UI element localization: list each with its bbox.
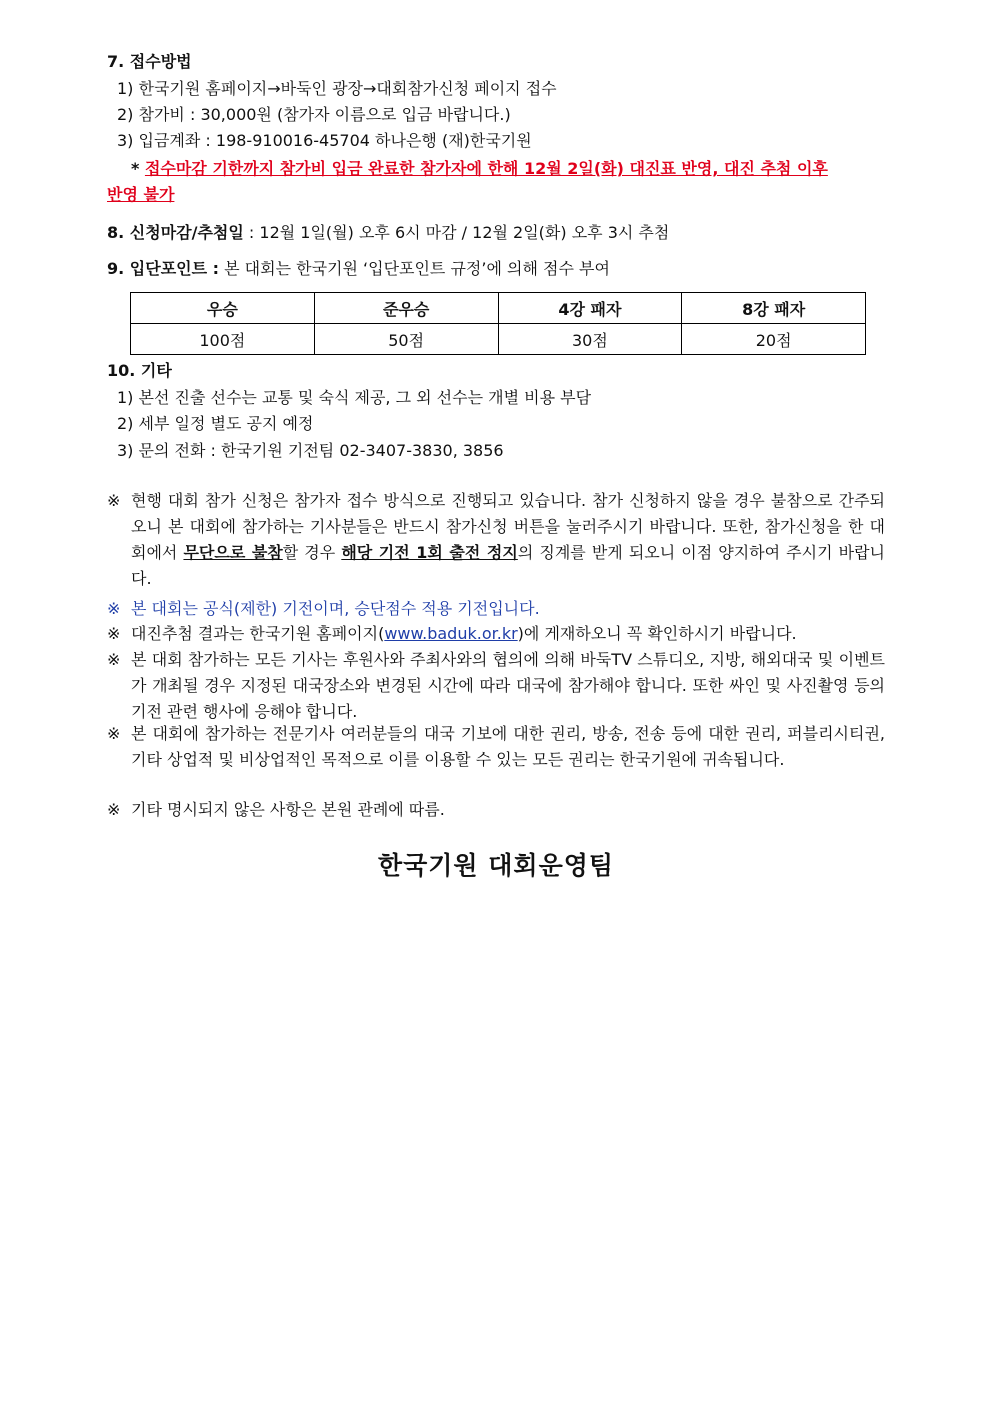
note-text: 할 경우: [282, 543, 342, 562]
note-text: 의 징계를 받게 되오니 이점 양지하여 주시기 바랍니다.: [131, 543, 885, 588]
section-7-item-3: 3) 입금계좌 : 198-910016-45704 하나은행 (재)한국기원: [117, 131, 532, 150]
points-table: [130, 292, 866, 355]
section-7-warning: [0, 158, 992, 180]
note-mark: ※: [107, 491, 121, 510]
value-cell-semifinal-loser: 30점: [498, 324, 682, 355]
header-cell-quarterfinal-loser: 8강 패자: [682, 293, 866, 324]
value-cell-quarterfinal-loser: 20점: [682, 324, 866, 355]
note-draw-results: [107, 621, 885, 647]
note-other-body: 기타 명시되지 않은 사항은 본원 관례에 따름.: [131, 800, 445, 819]
note-mark: ※: [107, 650, 121, 669]
section-10-item-1: 1) 본선 진출 선수는 교통 및 숙식 제공, 그 외 선수는 개별 비용 부담: [117, 388, 592, 407]
section-8-title: 8. 신청마감/추첨일: [107, 223, 244, 242]
note-rights: [107, 721, 885, 773]
note-venue-schedule: [107, 647, 885, 725]
section-9-title: 9. 입단포인트 :: [107, 259, 220, 278]
points-table-value-row: [131, 324, 866, 355]
note-text: )에 게재하오니 꼭 확인하시기 바랍니다.: [517, 624, 797, 643]
note-text: 대진추첨 결과는 한국기원 홈페이지(: [131, 624, 385, 643]
header-cell-winner: 우승: [131, 293, 315, 324]
note-emphasis-suspension: 해당 기전 1회 출전 정지: [341, 543, 518, 562]
warning-star: *: [131, 159, 145, 178]
note-registration-body: [107, 488, 885, 592]
note-official-body: 본 대회는 공식(제한) 기전이며, 승단점수 적용 기전입니다.: [131, 599, 540, 618]
section-10-item-3: 3) 문의 전화 : 한국기원 기전팀 02-3407-3830, 3856: [117, 441, 504, 460]
note-venue-body: 본 대회 참가하는 모든 기사는 후원사와 주최사와의 협의에 의해 바둑TV 스튜디오, 지방, 해외대국 및 이벤트가 개최될 경우 지정된 대국장소와 변경된 시간에 따라 대국에 참가해야 합니다. 또한 싸인 및 사진촬영 등의 기전 관련 행사에 응해야 합니다.: [131, 650, 885, 721]
section-8-text: : 12월 1일(월) 오후 6시 마감 / 12월 2일(화) 오후 3시 추첨: [243, 223, 670, 242]
note-draw-body: [107, 621, 885, 647]
note-other: [107, 797, 885, 823]
organizer-signature: 한국기원 대회운영팀: [377, 851, 615, 880]
note-text: 현행 대회 참가 신청은 참가자 접수 방식으로 진행되고 있습니다. 참가 신청하지 않을 경우 불참으로 간주되오니 본 대회에 참가하는 기사분들은 반드시 참가신청 버튼을 눌러주시기 바랍니다. 또한, 참가신청을 한 대회에서: [131, 491, 885, 562]
value-cell-runner-up: 50점: [314, 324, 498, 355]
note-emphasis-absence: 무단으로 불참: [183, 543, 283, 562]
section-9-text: 본 대회는 한국기원 ‘입단포인트 규정’에 의해 점수 부여: [219, 259, 610, 278]
section-7-warning-cont: [0, 184, 992, 206]
note-official-tournament: [107, 596, 885, 622]
section-7-item-2: 2) 참가비 : 30,000원 (참가자 이름으로 입금 바랍니다.): [117, 105, 511, 124]
warning-text-line-2: 반영 불가: [107, 185, 175, 204]
warning-text-line-1: 접수마감 기한까지 참가비 입금 완료한 참가자에 한해 12월 2일(화) 대진표 반영, 대진 추첨 이후: [144, 159, 828, 178]
section-9: [0, 258, 992, 280]
section-10-title: 10. 기타: [107, 361, 172, 380]
section-7-title: 7. 접수방법: [107, 52, 192, 71]
value-cell-winner: 100점: [131, 324, 315, 355]
note-registration: [107, 488, 885, 592]
section-7-item-1: 1) 한국기원 홈페이지→바둑인 광장→대회참가신청 페이지 접수: [117, 79, 557, 98]
header-cell-semifinal-loser: 4강 패자: [498, 293, 682, 324]
section-10-item-2: 2) 세부 일정 별도 공지 예정: [117, 414, 314, 433]
note-rights-body: 본 대회에 참가하는 전문기사 여러분들의 대국 기보에 대한 권리, 방송, 전송 등에 대한 권리, 퍼블리시티권, 기타 상업적 및 비상업적인 목적으로 이를 이용할 수 있는 모든 권리는 한국기원에 귀속됩니다.: [131, 724, 885, 769]
note-mark: ※: [107, 599, 121, 618]
note-mark: ※: [107, 624, 121, 643]
section-8: [0, 222, 992, 244]
website-link[interactable]: www.baduk.or.kr: [384, 624, 518, 643]
note-mark: ※: [107, 800, 121, 819]
points-table-header-row: [131, 293, 866, 324]
header-cell-runner-up: 준우승: [314, 293, 498, 324]
note-mark: ※: [107, 724, 121, 743]
